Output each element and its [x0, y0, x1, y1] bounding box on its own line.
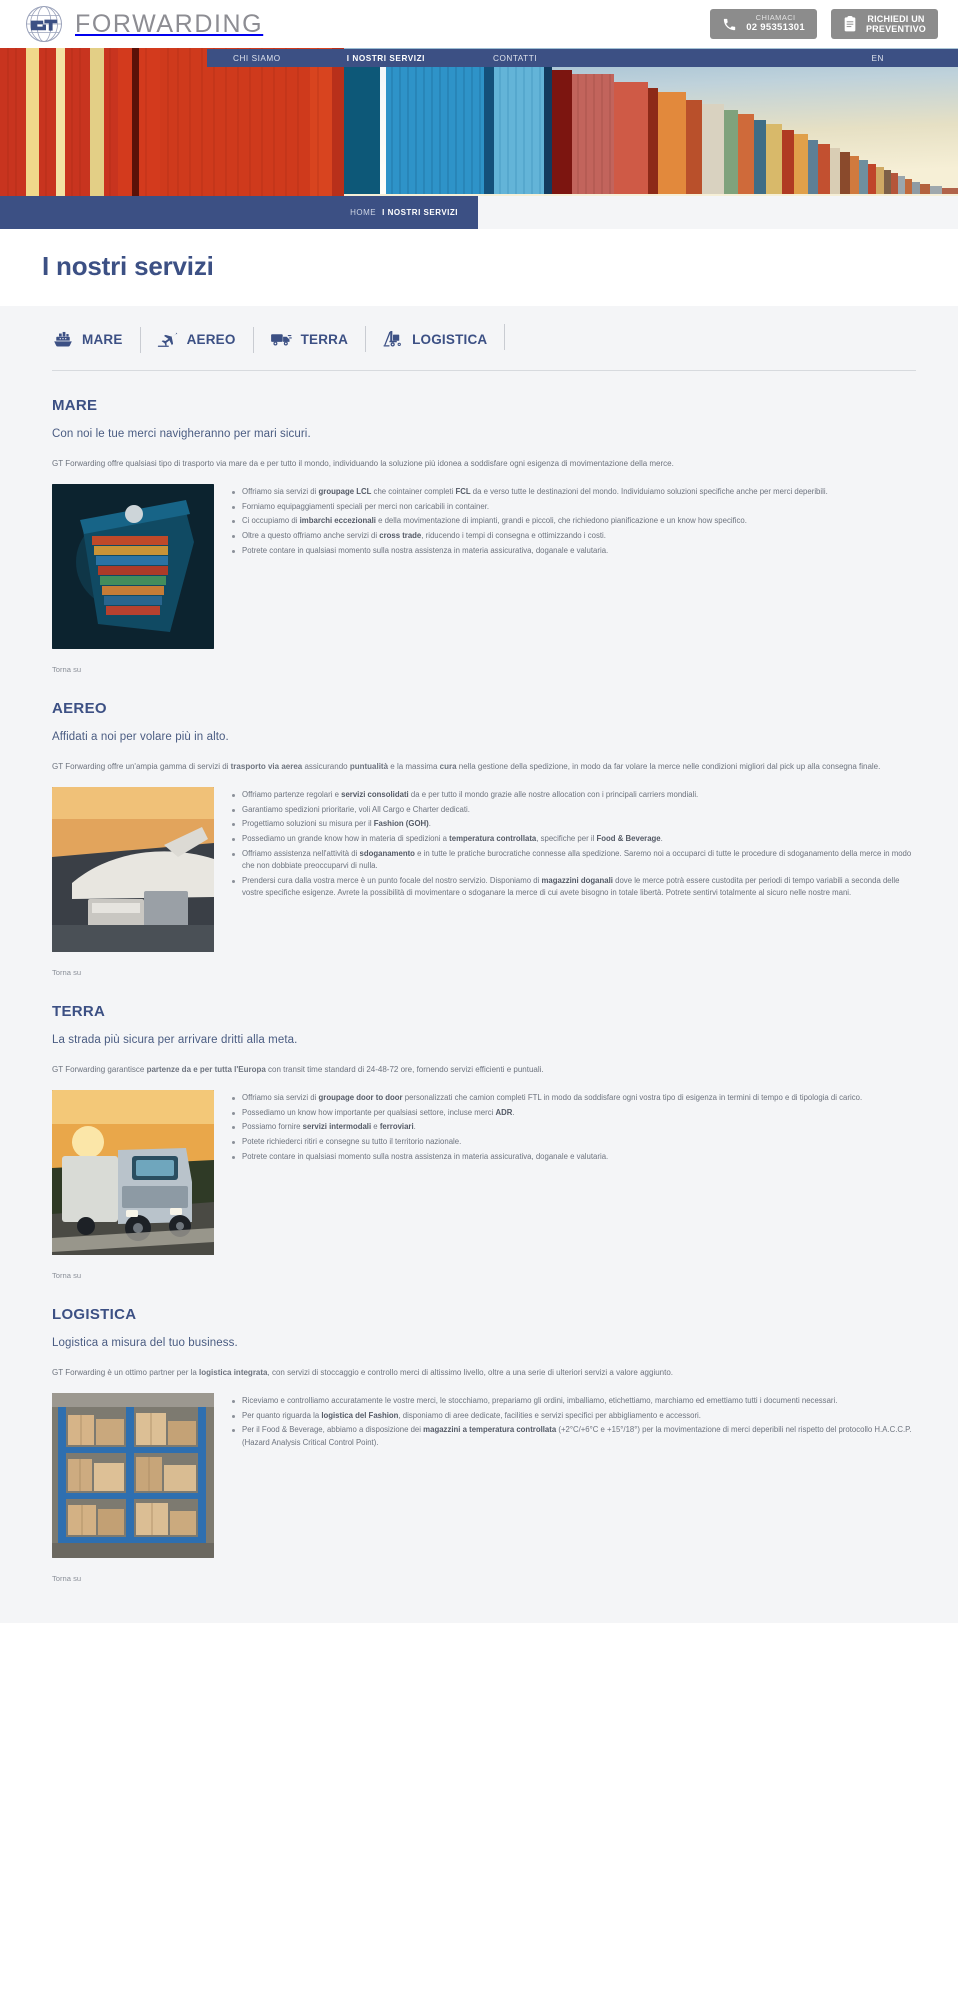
- tab-label-terra: TERRA: [300, 331, 349, 347]
- section-heading-terra: TERRA: [52, 1003, 106, 1020]
- hero-banner: [0, 48, 958, 196]
- breadcrumb-current: I NOSTRI SERVIZI: [382, 208, 458, 217]
- main-navigation: [207, 49, 958, 67]
- quote-label-line1: RICHIEDI UN: [867, 13, 925, 24]
- tab-label-logistica: LOGISTICA: [412, 331, 488, 347]
- back-to-top-logistica[interactable]: Torna su: [52, 1574, 82, 1583]
- section-image-aereo: [52, 787, 214, 952]
- services-panel: [0, 306, 958, 1623]
- tab-mare[interactable]: [52, 331, 140, 347]
- hero-container-stacks-image: [0, 48, 958, 196]
- nav-item-i-nostri-servizi[interactable]: I NOSTRI SERVIZI: [346, 53, 425, 63]
- list-item: Per il Food & Beverage, abbiamo a disposizione dei magazzini a temperatura controllata (+2°C/+6°C e +15°/18°) per la movimentazione di merci deperibili nel rispetto del protocollo H.A.C.C.P. (Hazard Analysis Critical Control Point).: [230, 1424, 916, 1449]
- list-item: Potrete contare in qualsiasi momento sulla nostra assistenza in materia assicurativa, doganale e valutaria.: [230, 545, 916, 558]
- ship-icon: [52, 331, 74, 347]
- logo-wordmark: FORWARDING: [75, 9, 264, 38]
- nav-language-switch[interactable]: EN: [871, 53, 884, 63]
- section-image-mare: [52, 484, 214, 649]
- list-item: Offriamo sia servizi di groupage door to door personalizzati che camion completi FTL in modo da soddisfare ogni vostra tipo di esigenza in termini di tempo e di tipologia di carico.: [230, 1092, 916, 1105]
- list-item: Prendersi cura dalla vostra merce è un punto focale del nostro servizio. Disponiamo di magazzini doganali dove le merce potrà essere custodita per periodi di tempo variabili a seconda delle vostre specifiche esigenze. Avrete la possibilità di movimentare o sdoganare la merce di cui avete bisogno in totale libertà. Potrete sentirvi totalmente al sicuro nelle nostre mani.: [230, 875, 916, 900]
- section-heading-aereo: AEREO: [52, 700, 107, 717]
- tabs-end-divider: [504, 324, 505, 350]
- back-to-top-mare[interactable]: Torna su: [52, 665, 82, 674]
- list-item: Progettiamo soluzioni su misura per il Fashion (GOH).: [230, 818, 916, 831]
- list-item: Potrete contare in qualsiasi momento sulla nostra assistenza in materia assicurativa, doganale e valutaria.: [230, 1151, 916, 1164]
- airplane-icon: [157, 331, 179, 348]
- breadcrumb: [0, 196, 478, 229]
- list-item: Per quanto riguarda la logistica del Fashion, disponiamo di aree dedicate, facilities e servizi specifici per abbigliamento e accessori.: [230, 1410, 916, 1423]
- section-heading-logistica: LOGISTICA: [52, 1306, 137, 1323]
- back-to-top-aereo[interactable]: Torna su: [52, 968, 82, 977]
- section-aereo: [0, 674, 958, 977]
- tab-label-mare: MARE: [82, 331, 123, 347]
- section-intro-aereo: GT Forwarding offre un'ampia gamma di servizi di trasporto via aerea assicurando puntualità e la massima cura nella gestione della spedizione, in modo da far volare la merce nelle condizioni migliori dal pick up alla consegna finale.: [52, 762, 881, 771]
- tab-terra[interactable]: [253, 331, 366, 347]
- list-item: Riceviamo e controlliamo accuratamente le vostre merci, le stocchiamo, prepariamo gli ordini, imballiamo, etichettiamo, marchiamo ed emettiamo tutti i documenti necessari.: [230, 1395, 916, 1408]
- list-item: Oltre a questo offriamo anche servizi di cross trade, riducendo i tempi di consegna e ottimizzando i costi.: [230, 530, 916, 543]
- section-lead-terra: La strada più sicura per arrivare dritti alla meta.: [52, 1034, 298, 1046]
- list-item: Offriamo sia servizi di groupage LCL che cointainer completi FCL da e verso tutte le destinazioni del mondo. Individuiamo soluzioni specifiche anche per merci deperibili.: [230, 486, 916, 499]
- section-heading-mare: MARE: [52, 397, 98, 414]
- list-item: Offriamo partenze regolari e servizi consolidati da e per tutto il mondo grazie alle nostre allocation con i principali carriers mondiali.: [230, 789, 916, 802]
- phone-number: 02 95351301: [746, 21, 805, 33]
- section-intro-terra: GT Forwarding garantisce partenze da e per tutta l'Europa con transit time standard di 24-48-72 ore, fornendo servizi efficienti e puntuali.: [52, 1065, 544, 1074]
- section-intro-mare: GT Forwarding offre qualsiasi tipo di trasporto via mare da e per tutto il mondo, individuando la soluzione più idonea a soddisfare ogni esigenza di movimentazione della merce.: [52, 459, 674, 468]
- section-intro-logistica: GT Forwarding è un ottimo partner per la logistica integrata, con servizi di stoccaggio e controllo merci di altissimo livello, oltre a una serie di ulteriori servizi a valore aggiunto.: [52, 1368, 674, 1377]
- section-lead-mare: Con noi le tue merci navigheranno per mari sicuri.: [52, 428, 311, 440]
- service-tabs: [0, 306, 958, 362]
- nav-item-chi-siamo[interactable]: CHI SIAMO: [233, 53, 281, 63]
- bullet-list-aereo: [230, 787, 916, 902]
- truck-icon: [270, 331, 293, 347]
- section-logistica: [0, 1280, 958, 1583]
- forklift-icon: [382, 330, 404, 348]
- section-image-logistica: [52, 1393, 214, 1558]
- tab-label-aereo: AEREO: [186, 331, 236, 347]
- bullet-list-logistica: [230, 1393, 916, 1452]
- call-us-button[interactable]: [710, 9, 817, 39]
- list-item: Potete richiederci ritiri e consegne su tutto il territorio nazionale.: [230, 1136, 916, 1149]
- section-mare: [0, 371, 958, 674]
- list-item: Possediamo un know how importante per qualsiasi settore, incluse merci ADR.: [230, 1107, 916, 1120]
- bullet-list-mare: [230, 484, 916, 559]
- page-title: I nostri servizi: [42, 251, 214, 281]
- back-to-top-terra[interactable]: Torna su: [52, 1271, 82, 1280]
- call-label: CHIAMACI: [755, 13, 796, 23]
- tab-aereo[interactable]: [140, 331, 253, 348]
- quote-label-line2: PREVENTIVO: [865, 24, 926, 34]
- tab-logistica[interactable]: [365, 330, 504, 348]
- list-item: Forniamo equipaggiamenti speciali per merci non caricabili in container.: [230, 501, 916, 514]
- phone-icon: [722, 17, 737, 32]
- clipboard-icon: [843, 16, 857, 32]
- section-image-terra: [52, 1090, 214, 1255]
- site-logo[interactable]: [22, 2, 263, 46]
- globe-icon: [22, 2, 66, 46]
- list-item: Offriamo assistenza nell'attività di sdoganamento e in tutte le pratiche burocratiche connesse alla spedizione. Saremo noi a occuparci di tutte le procedure di sdoganamento della merce in modo che non dobbiate preoccuparvi di nulla.: [230, 848, 916, 873]
- bullet-list-terra: [230, 1090, 916, 1165]
- site-header: [0, 0, 958, 48]
- breadcrumb-home[interactable]: HOME: [350, 208, 377, 217]
- section-terra: [0, 977, 958, 1280]
- list-item: Possediamo un grande know how in materia di spedizioni a temperatura controllata, specifiche per il Food & Beverage.: [230, 833, 916, 846]
- request-quote-button[interactable]: [831, 9, 938, 39]
- nav-item-contatti[interactable]: CONTATTI: [492, 53, 538, 63]
- page-title-zone: [0, 229, 958, 306]
- section-lead-aereo: Affidati a noi per volare più in alto.: [52, 731, 229, 743]
- list-item: Ci occupiamo di imbarchi eccezionali e della movimentazione di impianti, grandi e piccoli, che richiedono pianificazione e un know how specifico.: [230, 515, 916, 528]
- list-item: Possiamo fornire servizi intermodali e ferroviari.: [230, 1121, 916, 1134]
- section-lead-logistica: Logistica a misura del tuo business.: [52, 1337, 238, 1349]
- header-actions: [710, 9, 938, 39]
- list-item: Garantiamo spedizioni prioritarie, voli All Cargo e Charter dedicati.: [230, 804, 916, 817]
